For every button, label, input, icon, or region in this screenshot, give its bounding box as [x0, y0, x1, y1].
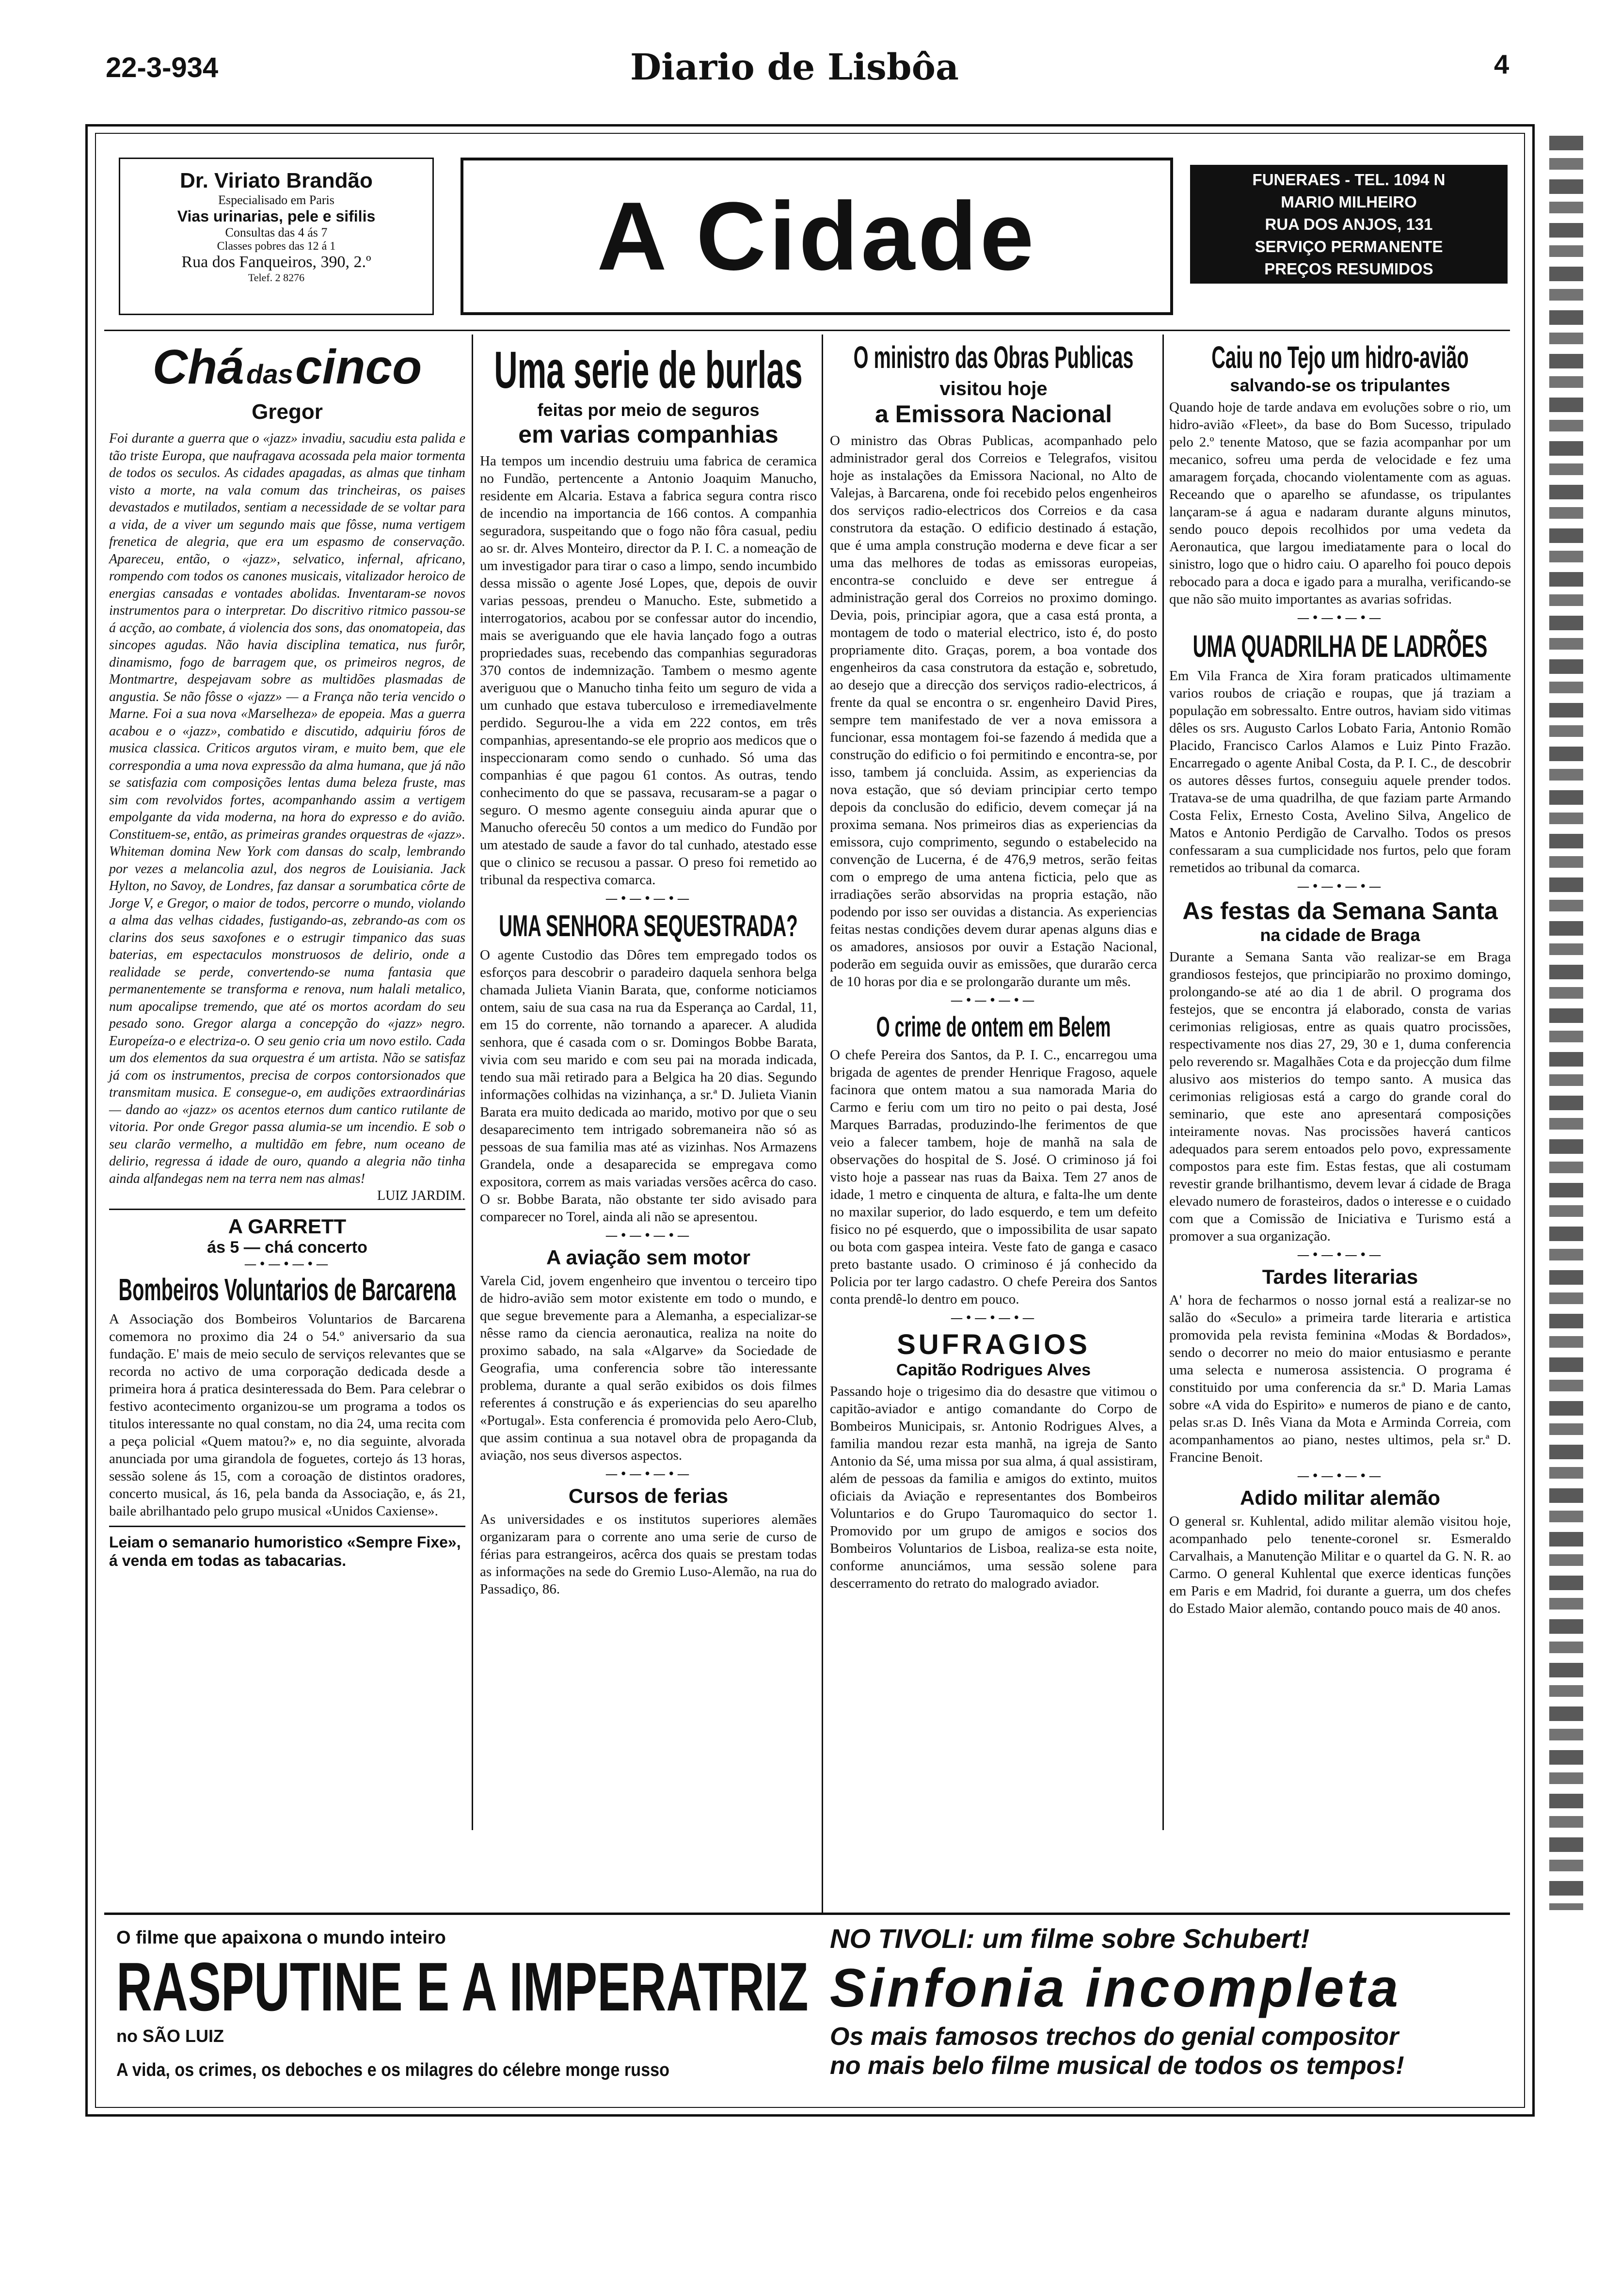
ladroes-title: UMA QUADRILHA DE LADRÕES [1192, 629, 1488, 664]
ad-doctor [119, 158, 434, 315]
issue-date: 22-3-934 [106, 52, 219, 83]
festas-sub: na cidade de Braga [1260, 925, 1420, 945]
ministro-sub2: a Emissora Nacional [874, 400, 1112, 428]
tivoli-title: Sinfonia incompleta [830, 1958, 1401, 2018]
aviacao-title: A aviação sem motor [546, 1246, 750, 1269]
tardes-title: Tardes literarias [1262, 1265, 1418, 1288]
tejo-title: Caiu no Tejo um hidro-avião [1211, 340, 1469, 375]
ferias-title: Cursos de ferias [568, 1484, 729, 1507]
ornament-9: —•—•—•— [1297, 1248, 1383, 1262]
bomb-title: Bombeiros Voluntarios de Barcarena [118, 1272, 456, 1307]
doctor-address: Rua dos Fanqueiros, 390, 2.º [181, 253, 371, 271]
aviacao-body: Varela Cid, jovem engenheiro que inventou o terceiro tipo de hidro-avião sem motor existente em todo o mundo, e que segue brevemente para a Alemanha, a especializar-se nêsse ramo da ciencia aeronautica, realiza na noite do proximo sabado, na sala «Algarve» da Sociedade de Geografia, uma conferencia sobre tão interessante problema, durante a qual serão exibidos os dois filmes referentes á construção e ás experiencias do seu aparelho «Portugal». Esta conferencia é promovida pelo Aero-Club, que assim continua a sua notavel obra de propaganda da aviação, nos seus diversos aspectos. [480, 1273, 817, 1463]
ornament-8: —•—•—•— [1297, 879, 1383, 894]
cha-title-c: cinco [295, 340, 422, 394]
column-4 [1169, 339, 1511, 1617]
adido-body: O general sr. Kuhlental, adido militar alemão visitou hoje, acompanhado pelo tenente-coronel sr. Esmeraldo Carvalhais, a Manutenção Militar e o quartel da G. N. R. ao Carmo. O general Kuhlental que exerce identicas funções em Paris e em Madrid, foi durante a guerra, um dos chefes do Estado Maior alemão, contando pouco mais de 40 anos. [1169, 1514, 1511, 1616]
ad-rasputine [116, 1920, 819, 2104]
senhora-body: O agente Custodio das Dôres tem empregado todos os esforços para descobrir o paradeiro daquela senhora belga chamada Julieta Vianin Barata, que, conforme noticiamos ontem, saiu de sua casa na rua da Esperança ao Cardal, 11, em 15 do corrente, não tornando a aparecer. A aludida senhora, que é casada com o sr. Domingos Bobbe Barata, vivia com seu marido e com seu pai na morada indicada, tendo sua mãi retirado para a Belgica ha 20 dias. Segundo informações colhidas na vizinhança, a sr.ª D. Julieta Vianin Barata era muito dedicada ao marido, motivo por que o seu desaparecimento tem intrigado sobremaneira não só as pessoas de sua familia mas até as vizinhas. Nos Armazens Grandela, onde a desaparecida se empregava como expositora, correm as mais variadas versões acêrca do caso. O sr. Bobbe Barata, não obstante ter sido avisado para comparecer no Torel, ainda ali não se apresentou. [480, 947, 817, 1225]
cha-title-b: das [246, 359, 293, 389]
tejo-sub: salvando-se os tripulantes [1230, 375, 1450, 395]
garrett-sub: ás 5 — chá concerto [207, 1238, 367, 1257]
sufragios-sub: Capitão Rodrigues Alves [896, 1361, 1091, 1379]
ornament-6: —•—•—•— [950, 1311, 1037, 1325]
semanario-ad: Leiam o semanario humoristico «Sempre Fixe», á venda em todas as tabacarias. [109, 1533, 461, 1569]
rasputine-line1: O filme que apaixona o mundo inteiro [116, 1928, 446, 1948]
funeral-line5: PREÇOS RESUMIDOS [1264, 260, 1433, 278]
tejo-body: Quando hoje de tarde andava em evoluções sobre o rio, um hidro-avião «Fleet», da base do Bom Sucesso, tripulado pelo 2.º tenente Matoso, que se fazia acompanhar por um mecanico, sofreu uma perda de velocidade e fez uma amaragem forçada, chocando violentamente com as aguas. Receando que o aparelho se afundasse, os tripulantes lançaram-se á agua e nadaram durante alguns minutos, sendo pouco depois recolhidos por uma vedeta da Aeronautica, que largou imediatamente para o local do sinistro, logo que o hidro caiu. O aparelho foi pouco depois rebocado para a doca e igado para a muralha, verificando-se que não são muito importantes as avarias sofridas. [1169, 399, 1511, 607]
page-edge-strip [1549, 136, 1583, 1910]
ladroes-body: Em Vila Franca de Xira foram praticados ultimamente varios roubos de criação e roupas, que já traziam a população em sobressalto. Entre outros, haviam sido vitimas dêles os srs. Augusto Carlos Lobato Faria, Antonio Romão Placido, Francisco Carlos Alamos e Luiz Pinto Frazão. Encarregado o agente Anibal Costa, da P. I. C., de descobrir os autores dêsses furtos, conseguiu aquele prender todos. Tratava-se de uma quadrilha, de que faziam parte Armando Costa Felix, Ernesto Costa, Avelino Silva, Angelico de Matos e Antonio Perdigão de Carvalho. Todos os presos confessaram a sua cumplicidade nos furtos, pelo que foram remetidos ao tribunal da comarca. [1169, 668, 1511, 876]
funeral-line4: SERVIÇO PERMANENTE [1255, 238, 1443, 255]
page-number: 4 [1494, 49, 1510, 80]
doctor-phone: Telef. 2 8276 [248, 271, 305, 284]
column-rule-3 [1162, 335, 1164, 1830]
festas-body: Durante a Semana Santa vão realizar-se em Braga grandiosos festejos, que principiarão no proximo domingo, prolongando-se até ao dia 1 de abril. O programa dos festejos, que se encontra já elaborado, consta de varias cerimonias religiosas, entre as quais quatro procissões, respectivamente nos dias 27, 29, 30 e 1, duma conferencia pelo reverendo sr. Magalhães Cota e da projecção dum filme alusivo aos misterios do tempo santo. A musica das cerimonias religiosas está a cargo do grande coral do seminario, que este ano apresentará composições inteiramente novas. Nas procissões haverá canticos adequados para serem entoados pelo povo, expressamente compostos para este fim. Estas festas, que ali costumam revestir grande brilhantismo, devem levar á cidade de Braga elevado numero de forasteiros, dados o interesse e o cuidado com que a Comissão de Iniciativa e Turismo está a promover a sua organização. [1169, 949, 1511, 1244]
funeral-line1: FUNERAES - TEL. 1094 N [1252, 171, 1446, 189]
adido-title: Adido militar alemão [1240, 1486, 1441, 1509]
column-2 [480, 339, 817, 1598]
senhora-title: UMA SENHORA SEQUESTRADA? [499, 909, 798, 943]
doctor-line4: Classes pobres das 12 á 1 [217, 240, 336, 253]
rasputine-line2: no SÃO LUIZ [116, 2026, 224, 2046]
ornament-5: —•—•—•— [950, 993, 1037, 1008]
burlas-sub1: feitas por meio de seguros [537, 400, 760, 420]
ferias-body: As universidades e os institutos superiores alemães organizaram para o corrente ano uma serie de curso de férias para estrangeiros, acêrca dos quais se prestam todas as informações na sede do Gremio Luso-Alemão, na rua do Passadiço, 86. [480, 1512, 817, 1597]
funeral-line3: RUA DOS ANJOS, 131 [1265, 215, 1433, 233]
bomb-body: A Associação dos Bombeiros Voluntarios de Barcarena comemora no proximo dia 24 o 54.º aniversario da sua fundação. E' mais de meio seculo de serviços relevantes que se recorda no activo de uma corporação dedicada desde a primeira hora á pratica desinteressada do Bem. Para celebrar o festivo acontecimento organizou-se um programa a todos os titulos interessante no qual constam, no dia 24, uma recita com a peça policial «Quem matou?» e, no dia seguinte, alvorada anunciada por uma girandola de foguetes, cortejo ás 13 horas, sessão solene ás 15, com a coroação de distintos oradores, concerto musical, ás 16, pela banda da Associação, e, ás 21, baile abrilhantado pelo grupo musical «Unidos Caxiense». [109, 1311, 465, 1519]
rasputine-line3: A vida, os crimes, os deboches e os milagres do célebre monge russo [116, 2060, 670, 2080]
belem-body: O chefe Pereira dos Santos, da P. I. C., encarregou uma brigada de agentes de prender Henrique Fragoso, aquele facinora que ontem matou a sua namorada Maria do Carmo e feriu com um tiro no peito o pai desta, José Marques Barradas, produzindo-lhe ferimentos de que veio a falecer tambem, hoje de manhã na sala de observações do hospital de S. José. O criminoso já foi visto hoje a passear nas ruas da Baixa. Tem 27 anos de idade, 1 metro e cinquenta de altura, e falta-lhe um dente no maxilar superior, do lado esquerdo, e tem um defeito fisico no pé esquerdo, que o impossibilita de usar sapato ou bota com gaspea inteira. Veste fato de ganga e casaco preto bastante usado. O criminoso é já conhecido da Policia por ter largo cadastro. O chefe Pereira dos Santos conta prendê-lo dentro em pouco. [830, 1047, 1157, 1307]
ad-funeral [1190, 165, 1508, 284]
funeral-line2: MARIO MILHEIRO [1281, 193, 1417, 211]
tivoli-line2: Os mais famosos trechos do genial compositor [830, 2023, 1399, 2051]
ornament-3: —•—•—•— [605, 1228, 692, 1243]
ministro-body: O ministro das Obras Publicas, acompanhado pelo administrador geral dos Correios e Telegrafos, visitou hoje as instalações da Emissora Nacional, no Alto de Valejas, à Barcarena, onde foi recebido pelos engenheiros dos serviços radio-electricos dos Correios e da casa construtora da estação. O edificio destinado á estação, que é uma ampla construção moderna e deve ficar a ser uma das melhores de todas as emissoras europeias, encontra-se concluido e deve ser entregue á administração geral dos Correios no proximo domingo. Devia, pois, principiar agora, que a casa está pronta, a montagem de todo o material electrico, isto é, do posto propriamente dito. Graças, porem, a boa vontade dos engenheiros da casa construtora da estação e, sobretudo, ao desejo que a direcção dos serviços radio-electricos, á frente da qual se encontra o sr. engenheiro David Pires, sempre tem manifestado de ver a nova emissora a funcionar, essa montagem foi-se fazendo á medida que a construção do edificio o foi permitindo e encontra-se, por isso, tambem já concluida. Assim, as experiencias da nova estação, que só deviam principiar certo tempo depois da conclusão do edificio, devem começar já na proxima semana. Nos primeiros dias as experiencias da emissora, cujo comprimento, segundo o estabelecido na convenção de Lucerna, é de 476,9 metros, serão feitas com o emprego de uma antena ficticia, pelo que as irradiações serão absorvidas na propria estação, não podendo por isso ser ouvidas a distancia. As experiencias feitas nestas condições devem durar apenas alguns dias e os amadores, ansiosos por ouvir a Estação Nacional, poderão em seguida ouvir as emissões, que durarão cerca de 10 horas por dia e se prolongarão durante um mês. [830, 433, 1157, 989]
cha-body: Foi durante a guerra que o «jazz» invadiu, sacudiu esta palida e tão triste Europa, que naufragava acossada pela maior tormenta de todos os seculos. As cidades apagadas, as almas que tinham visto a morte, na vala comum das trincheiras, os paises devastados e mutilados, sentiam a necessidade de se voltar para a vida, de a viver um segundo mais que fôsse, numa vertigem frenetica de alegria, que era um espasmo de conservação. Apareceu, então, o «jazz», selvatico, infernal, africano, rompendo com todos os canones musicais, vitalizador heroico de energias cansadas e vontades abolidas. Inventaram-se novos instrumentos para o interpretar. Do discritivo ritmico passou-se á acção, ao combate, á violencia dos sons, das onomatopeia, das sincopes agudas. Não havia disciplina tematica, nus furôr, dinamismo, fogo de barragem que, os primeiros negros, de Montmartre, despejavam sobre as multidões plasmadas de angustia. Se não fôsse o «jazz» — a França não teria vencido o Marne. Foi a sua nova «Marselheza» de epopeia. Mas a guerra acabou e o «jazz», combatido e discutido, adquiriu fóros de musica classica. Criticos argutos viram, e muito bem, que ele correspondia a uma nova expressão da alma humana, que já não se satisfazia com composições lentas duma beleza fruste, mas sim com revolvidos fortes, acompanhando assim a vertigem empolgante da vida moderna, na hora do expresso e do avião. Constituem-se, então, as primeiras grandes orquestras de «jazz». Whiteman domina New York com dansas do scalp, lembrando por vezes a melancolia azul, dos negros de Louisiania. Jack Hylton, no Savoy, de Londres, faz dansar a sorumbatica côrte de Jorge V, e Gregor, o maior de todos, percorre o mundo, violando a alma das velhas cidades, fustigando-as, zebrando-as com os clarins dos seus saxofones e o estrugir timpanico das suas baterias, em espectaculos monstruosos de delirio, onde a realidade se perde, convertendo-se numa fantasia que permanentemente se transforma e renova, num halali metalico, num apocalipse tremendo, que até os mortos acordam do seu pesado sono. Gregor alarga a concepção do «jazz» negro. Europeíza-o e electriza-o. O seu genio cria um novo estilo. Cada um dos elementos da sua orquestra é um artista. Não se satisfaz já com os instrumentos, precisa de corpos contorsionados que transmitam musica. E consegue-o, em audições extraordinárias — dando ao «jazz» os acentos eternos dum cantico rutilante de vitoria. Por onde Gregor passa alumia-se um incendio. E sob o seu clarão vermelho, a multidão em febre, num oceano de delirio, regressa á idade de ouro, quando a alegria não tinha ainda alfandegas nem na terra nem nas almas! [109, 431, 465, 1186]
doctor-name: Dr. Viriato Brandão [180, 169, 373, 192]
cha-signature: LUIZ JARDIM. [377, 1188, 465, 1203]
cha-title [109, 339, 465, 395]
column-rule-2 [822, 335, 823, 1913]
ornament-1: —•—•—•— [244, 1257, 331, 1272]
belem-title: O crime de ontem em Belem [876, 1011, 1111, 1043]
festas-title: As festas da Semana Santa [1182, 897, 1498, 925]
col1-rule-a [109, 1209, 465, 1210]
section-title: A Cidade [597, 182, 1037, 290]
doctor-line3: Consultas das 4 ás 7 [225, 225, 328, 239]
ornament-7: —•—•—•— [1297, 611, 1383, 625]
ornament-4: —•—•—•— [605, 1467, 692, 1482]
tardes-body: A' hora de fecharmos o nosso jornal está a realizar-se no salão do «Seculo» a primeira tarde literaria e artistica promovida pela revista feminina «Modas & Bordados», sendo o decorrer no meio do maior entusiasmo e perante uma selecta e numerosa assistencia. O programa é constituido por uma conferencia da sr.ª D. Maria Lamas sobre «A vida do Espirito» e numeros de piano e de canto, pelas sr.as D. Inês Viana da Mota e Arminda Correia, com acompanhamentos ao piano, nestes ultimos, pela sr.ª D. Francine Benoit. [1169, 1292, 1511, 1465]
cha-subtitle: Gregor [252, 400, 323, 424]
sufragios-title: SUFRAGIOS [897, 1329, 1090, 1360]
ministro-sub1: visitou hoje [939, 378, 1048, 399]
column-1 [109, 339, 465, 1570]
doctor-line2: Vias urinarias, pele e sifilis [177, 207, 376, 225]
column-rule-1 [472, 335, 473, 1830]
ministro-title: O ministro das Obras Publicas [853, 340, 1134, 375]
bottom-rule [104, 1913, 1510, 1915]
tivoli-line3: no mais belo filme musical de todos os tempos! [830, 2052, 1404, 2080]
col1-rule-b [109, 1526, 465, 1527]
tivoli-line1: NO TIVOLI: um filme sobre Schubert! [830, 1923, 1310, 1954]
ad-tivoli [830, 1920, 1509, 2104]
sufragios-body: Passando hoje o trigesimo dia do desastre que vitimou o capitão-aviador e antigo comandante do Corpo de Bombeiros Municipais, sr. Antonio Rodrigues Alves, a familia mandou rezar esta manhã, na igreja de Santo Antonio da Sé, uma missa por sua alma, á qual assistiram, além de pessoas da familia e amigos do extinto, muitos oficiais da Aviação e representantes dos Bombeiros Voluntarios e do Grupo Tauromaquico do sector 1. Promovido por um grupo de amigos e socios dos Bombeiros Voluntarios de Lisboa, realiza-se esta noite, conforme anunciámos, uma sessão solene para descerramento do retrato do malogrado aviador. [830, 1384, 1157, 1591]
masthead: Diario de Lisbôa [630, 47, 959, 88]
top-rule [104, 330, 1510, 331]
burlas-title: Uma serie de burlas [494, 340, 803, 399]
column-3 [830, 339, 1157, 1592]
burlas-sub2: em varias companhias [518, 421, 779, 448]
ornament-10: —•—•—•— [1297, 1469, 1383, 1483]
burlas-body: Ha tempos um incendio destruiu uma fabrica de ceramica no Fundão, pertencente a Antonio Joaquim Manucho, residente em Alcaria. Estava a fabrica segura contra risco de incendio na importancia de 166 contos. A companhia seguradora, suspeitando que o fogo não fôra casual, pediu ao sr. dr. Alves Monteiro, director da P. I. C. a nomeação de um investigador para tirar o caso a limpo, sendo incumbido dessa missão o agente José Lopes, que, depois de ouvir varias pessoas, prendeu o Manucho. Este, submetido a interrogatorios, acabou por se confessar autor do incendio, mais se averiguando que ele havia lançado fogo a outras propriedades suas, recebendo das companhias seguradoras 370 contos de indemnização. Tambem o mesmo agente averiguou que o Manucho tinha feito um seguro de vida a um cunhado que estava tuberculoso e irremediavelmente perdido. Segurou-lhe a vida em 222 contos, em três companhias, apresentando-se ele proprio aos medicos que o inspeccionaram como sendo o cunhado. Só uma das companhias é que pagou 61 contos. As outras, tendo conhecimento do que se passava, recusaram-se a pagar o seguro. O mesmo agente conseguiu ainda apurar que o Manucho oferecêu 50 contos a um medico do Fundão por um atestado de saude a favor do tal cunhado, atestado esse que o clinico se recusou a passar. O preso foi remetido ao tribunal da respectiva comarca. [480, 453, 817, 888]
garrett-title: A GARRETT [228, 1215, 347, 1238]
cha-title-a: Chá [152, 340, 244, 394]
section-title-box [461, 158, 1173, 315]
doctor-line1: Especialisado em Paris [218, 193, 334, 207]
rasputine-title: RASPUTINE E A IMPERATRIZ [116, 1948, 809, 2025]
ornament-2: —•—•—•— [605, 892, 692, 906]
